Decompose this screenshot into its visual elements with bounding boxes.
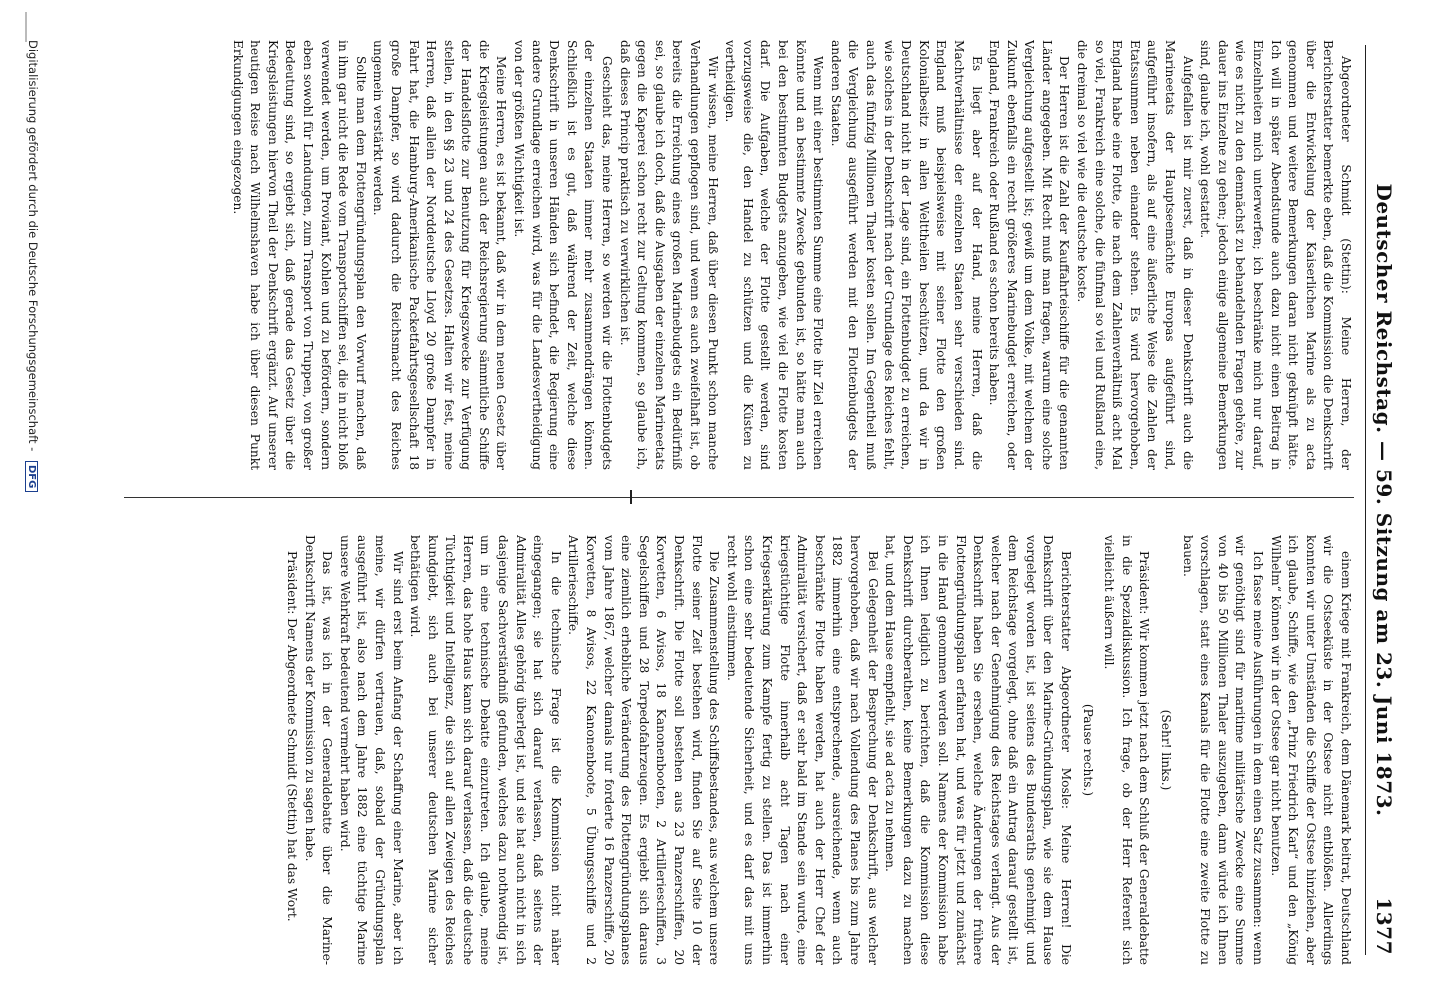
scan-mark <box>25 12 27 42</box>
left-text-column <box>114 40 1354 470</box>
right-column-paragraph: Präsident: Wir kommen jetzt nach dem Schluß der Generaldebatte in die Spezialdiskussion. Ich frage, ob der Herr Referent sich vielleicht äußern will. <box>1102 535 1152 965</box>
dfg-logo: DFG <box>25 461 38 492</box>
right-text-column <box>114 535 1354 965</box>
left-column-paragraph: Der Herren ist die Zahl der Kauffahrteischiffe für die genannten Länder angegeben. Mit Recht muß man fragen, warum eine solche Vergleichung aufgestellt ist; gewiß um dem Volke, mit welchem der Zukunft ebenfalls ein recht größeres Marinebudget erreichen, oder England, Frankreich oder Rußland es schon bereits haben. <box>987 40 1072 470</box>
left-column-paragraph: Abgeordneter Schmidt (Stettin): Meine Herren, der Berichterstatter bemerkte eben, daß die Kommission die Denkschrift über die Entwickelung der Kaiserlichen Marine als zu acta genommen und weitere Bemerkungen daran nicht geknüpft hätte. Ich will in später Abendstunde auch dazu nicht einen Beitrag in Einzelnheiten mich unterwerfen; ich beschränke mich nur darauf, wie es nicht zu den demnächst zu behandelnden Fragen gehöre, zur dauer ins Einzelne zu gehen; jedoch einige allgemeine Bemerkungen sind, glaube ich, wohl gestattet. <box>1198 40 1353 470</box>
running-head <box>1365 45 1402 955</box>
page-title: Deutscher Reichstag. — 59. Sitzung am 23. Juni 1873. <box>1372 183 1396 817</box>
right-column-paragraph: Berichterstatter Abgeordneter Mosle: Meine Herren! Die Denkschrift über den Marine-Gründungsplan, wie sie dem Hause vorgelegt worden ist, ist seitens des Bundesraths genehmigt und dem Reichstage vorgelegt, ohne daß ein Antrag darauf gestellt ist, welcher nach der Genehmigung des Reichstages verlangt. Aus der Denkschrift haben Sie ersehen, welche Änderungen der frühere Flottengründungsplan erfahren hat, und was für jetzt und zunächst in die Hand genommen werden soll. Namens der Kommission habe ich Ihnen lediglich zu berichten, daß die Kommission diese Denkschrift durchberathen, keine Bemerkungen dazu zu machen hat, und dem Hause empfiehlt, sie ad acta zu nehmen. <box>883 535 1074 965</box>
left-column-paragraph: Wir wissen, meine Herren, daß über diesen Punkt schon manche Verhandlungen gepflogen sind, und wenn es auch zweifelhaft ist, ob bereits die Erreichung eines großen Marinebudgets ein Bedürfniß sei, so glaube ich doch, daß die Ausgaben der einzelnen Marineetats gegen die Kaperei schon recht zur Geltung kommen, so glaube ich, daß dieses Princip praktisch zu verwirklichen ist. <box>617 40 720 470</box>
right-column-stage-direction: (Sehr! links.) <box>1159 709 1174 791</box>
left-column-paragraph: Geschieht das, meine Herren, so werden wir die Flottenbudgets der einzelnen Staaten immer mehr zusammendrängen können. Schließlich ist es gut, daß während der Zeit, welche diese Denkschrift in unseren Händen sich befindet, die Regierung eine andere Grundlage erreichen wird, was für die Landesvertheidigung von der größten Wichtigkeit ist. <box>512 40 615 470</box>
right-column-stage-direction: (Pause rechts.) <box>1080 703 1095 797</box>
left-column-paragraph: Sollte man dem Flottengründungsplan den Vorwurf machen, daß in ihm gar nicht die Rede vom Transportschiffen sei, die in nicht bloß verwendet werden, um Proviant, Kohlen und zu befördern, sondern eben sowohl für Landungen, zum Transport von Truppen, von großer Bedeutung sind, so ergiebt sich, daß gerade das Gesetz über die Kriegsleistungen hiervon Theil der Denkschrift ergänzt. Auf unserer heutigen Reise nach Wilhelmshaven habe ich über diesen Punkt Erkundigungen eingezogen. <box>230 40 368 470</box>
left-column-paragraph: Es liegt aber auf der Hand, meine Herren, daß die Machtverhältnisse der einzelnen Staaten sehr verschieden sind. England muß beispielsweise mit seiner Flotte den großen Kolonialbesitz in allen Welttheilen beschützen, und da wir in Deutschland nicht in der Lage sind, ein Flottenbudget zu erreichen, wie solches in der Denkschrift nach der Grundlage des Reiches fehlt, auch das fünfzig Millionen Thaler kosten sollen. Im Gegentheil muß die Vergleichung ausgeführt werden mit den Flottenbudgets der anderen Staaten. <box>828 40 984 470</box>
right-column-paragraph: Wir sind erst beim Anfang der Schaffung einer Marine, aber ich meine, wir dürfen vertrauen, daß, sobald der Gründungsplan ausgeführt ist, also nach dem Jahre 1882 eine tüchtige Marine unsere Wehrkraft bedeutend vermehrt haben wird. <box>337 535 405 965</box>
digitization-footer <box>25 40 40 960</box>
left-column-paragraph: Aufgefallen ist mir zuerst, daß in dieser Denkschrift auch die Marineetats der Hauptseemächte Europas aufgeführt sind, aufgeführt insofern, als auf eine äußerliche Weise die Zahlen der Etatssummen neben einander stehen. Es wird hervorgehoben, England habe eine Flotte, die nach dem Zahlenverhältniß acht Mal so viel, Frankreich eine solche, die fünfmal so viel und Rußland eine, die dreimal so viel wie die deutsche koste. <box>1075 40 1195 470</box>
right-column-paragraph: Präsident: Der Abgeordnete Schmidt (Stettin) hat das Wort. <box>284 551 299 922</box>
column-divider <box>124 497 1354 498</box>
right-column-paragraph: Das ist, was ich in der Generaldebatte über die Marine-Denkschrift Namens der Kommission zu sagen habe. <box>302 535 335 965</box>
right-column-paragraph: Ich fasse meine Ausführungen in dem einen Satz zusammen: wenn wir genöthigt sind für maritime militärische Zwecke eine Summe von 40 bis 50 Millionen Thaler auszugeben, dann würde ich Ihnen vorschlagen, statt eines Kanals für die Flotte eine zweite Flotte zu bauen. <box>1180 535 1266 965</box>
footer-text: Digitalisierung gefördert durch die Deutsche Forschungsgemeinschaft - <box>26 40 40 452</box>
right-column-paragraph: einem Kriege mit Frankreich, dem Dänemark beitrat, Deutschland wir die Ostseeküste in der Ostsee nicht entblößen. Allerdings konnten wir unter Umständen die Schiffe der Ostsee hinziehen, aber ich glaube, Schiffe, wie den „Prinz Friedrich Karl“ und den „König Wilhelm“ können wir in der Ostsee gar nicht benutzen. <box>1268 535 1353 965</box>
right-column-paragraph: Bei Gelegenheit der Besprechung der Denkschrift, aus welcher hervorgehoben, daß wir nach Vollendung des Planes bis zum Jahre 1882 immerhin eine entsprechende, ausreichende, wenn auch beschränkte Flotte haben werden, hat auch der Herr Chef der Admiralität versichert, daß er sehr bald im Stande sein wurde, eine kriegstüchtige Flotte innerhalb acht Tagen nach einer Kriegserklärung zum Kampfe fertig zu stellen. Das ist immerhin schon eine sehr bedeutende Sicherheit, und es darf das mit uns recht wohl einstimmen. <box>724 535 880 965</box>
left-column-paragraph: Meine Herren, es ist bekannt, daß wir in dem neuen Gesetz über die Kriegsleistungen auch der Reichsregierung sämmtliche Schiffe der Handelsflotte zur Benutzung für Kriegszwecke zur Verfügung stellen, in den §§ 23 und 24 des Gesetzes. Halten wir fest, meine Herren, daß allein der Norddeutsche Lloyd 20 große Dampfer in Fahrt hat, die Hamburg-Amerikanische Packetfahrtsgesellschaft 18 große Dampfer, so wird dadurch die Reichsmacht des Reiches ungemein verstärkt werden. <box>371 40 509 470</box>
right-column-paragraph: In die technische Frage ist die Kommission nicht näher eingegangen; sie hat sich darauf verlassen, daß seitens der Admiralität Alles gehörig überlegt ist, und sie hat auch nicht in sich dasjenige Sachverständniß gefunden, welches dazu nothwendig ist, um in eine technische Debatte einzutreten. Ich glaube, meine Herren, das hohe Haus kann sich darauf verlassen, daß die deutsche Tüchtigkeit und Intelligenz, die sich auf allen Zweigen des Reiches kundgiebt, sich auch bei unserer deutschen Marine sicher bethätigen wird. <box>408 535 563 965</box>
right-column-paragraph: Die Zusammenstellung des Schiffsbestandes, aus welchem unsere Flotte seiner Zeit bestehen wird, finden Sie auf Seite 10 der Denkschrift. Die Flotte soll bestehen aus 23 Panzerschiffen, 20 Korvetten, 6 Avisos, 18 Kanonenbooten, 2 Artillerieschiffen, 3 Segelschiffen und 28 Torpedofahrzeugen. Es ergiebt sich daraus eine ziemlich erhebliche Veränderung des Flottengründungsplanes vom Jahre 1867, welcher damals nur forderte 16 Panzerschiffe, 20 Korvetten, 8 Avisos, 22 Kanonenboote, 5 Übungsschiffe und 2 Artillerieschiffe. <box>566 535 722 965</box>
left-column-paragraph: Wenn mit einer bestimmten Summe eine Flotte ihr Ziel erreichen könnte und an bestimmte Zwecke gebunden ist, so hätte man auch bei den bestimmten Budgets anzugeben, wie viel die Flotte kosten darf. Die Aufgaben, welche der Flotte gestellt werden, sind vorzugsweise die, den Handel zu schützen und die Küsten zu vertheidigen. <box>723 40 826 470</box>
column-divider-mark <box>630 490 632 504</box>
page-number: 1377 <box>1372 897 1396 955</box>
